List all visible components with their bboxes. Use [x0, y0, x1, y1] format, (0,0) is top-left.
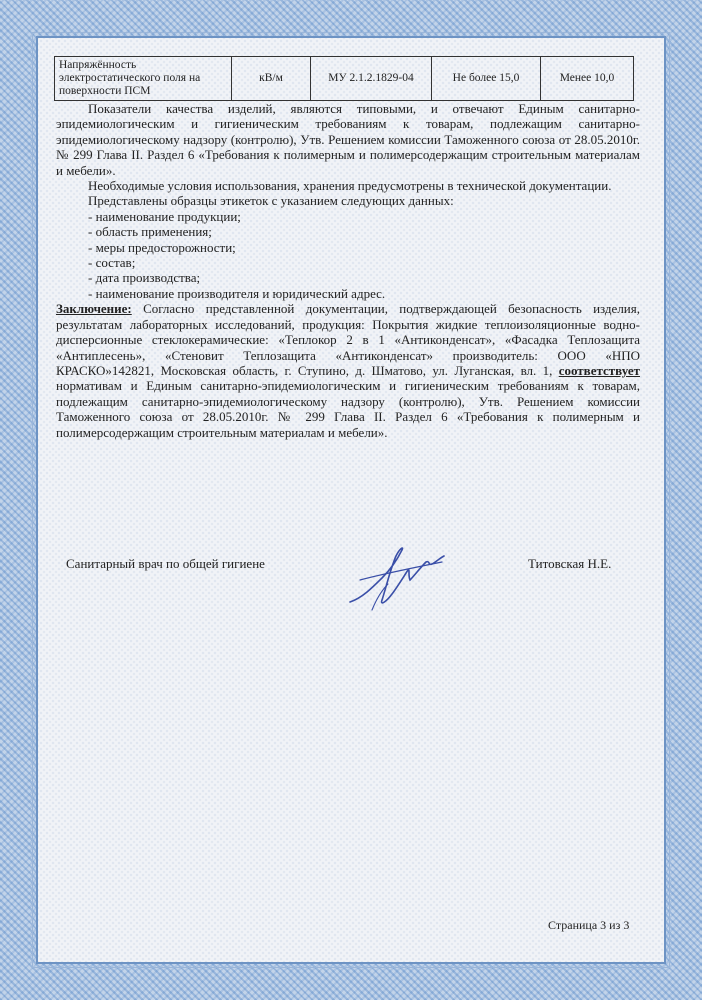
- method-cell: МУ 2.1.2.1829-04: [311, 57, 432, 101]
- list-item: - состав;: [88, 255, 136, 271]
- document-body: [56, 56, 640, 440]
- list-item: - наименование продукции;: [88, 208, 241, 224]
- conclusion-text-2: нормативам и Единым санитарно-эпидемиологическим и гигиеническим требованиям к товарам, подлежащим санитарно-эпидемиологическому надзору (контролю), Утв. Решением комиссии Таможенного союза от 28.05.2010г. № 299 Глава II. Раздел 6 «Требования к полимерным и полимерсодержащим строительным материалам и мебели».: [56, 378, 640, 440]
- list-item: - наименование производителя и юридический адрес.: [88, 285, 386, 301]
- norm-cell: Не более 15,0: [432, 57, 541, 101]
- parameters-table: [54, 56, 634, 101]
- paragraph-conclusion: [56, 301, 640, 440]
- signer-name: Титовская Н.Е.: [528, 556, 612, 571]
- result-cell: Менее 10,0: [541, 57, 634, 101]
- list-item: - меры предосторожности;: [88, 239, 236, 255]
- paragraph-labels: Представлены образцы этикеток с указанием следующих данных:: [88, 193, 454, 209]
- table-row: [55, 57, 634, 101]
- paragraph-quality: Показатели качества изделий, являются типовыми, и отвечают Единым санитарно-эпидемиологическим и гигиеническим требованиям к товарам, подлежащим санитарно-эпидемиологическому надзору (контролю), Утв. Решением комиссии Таможенного союза от 28.05.2010г. № 299 Глава II. Раздел 6 «Требования к полимерным и полимерсодержащим строительным материалам и мебели».: [56, 101, 640, 178]
- list-item: - область применения;: [88, 224, 212, 240]
- param-name-cell: Напряжённость электростатического поля на поверхности ПСМ: [55, 57, 232, 101]
- signer-position: Санитарный врач по общей гигиене: [66, 556, 265, 571]
- list-item: - дата производства;: [88, 270, 201, 286]
- conclusion-verdict: соответствует: [558, 362, 640, 378]
- paragraph-conditions: Необходимые условия использования, хранения предусмотрены в технической документации.: [88, 178, 612, 194]
- handwritten-signature: [342, 540, 452, 615]
- conclusion-text-1: Согласно представленной документации, подтверждающей безопасность изделия, результатам лабораторных исследований, продукция: Покрытия жидкие теплоизоляционные водно-дисперсионные стеклокерамические: «Теплокор 2 в 1 «Антиконденсат», «Фасадка Теплозащита «Антиплесень», «Стеновит Теплозащита «Антиконденсат» производитель: ООО «НПО КРАСКО»142821, Московская область, г. Ступино, д. Шматово, ул. Луганская, вл. 1,: [56, 301, 640, 378]
- page-number: Страница 3 из 3: [548, 918, 630, 932]
- unit-cell: кВ/м: [232, 57, 311, 101]
- conclusion-label: Заключение:: [56, 301, 132, 317]
